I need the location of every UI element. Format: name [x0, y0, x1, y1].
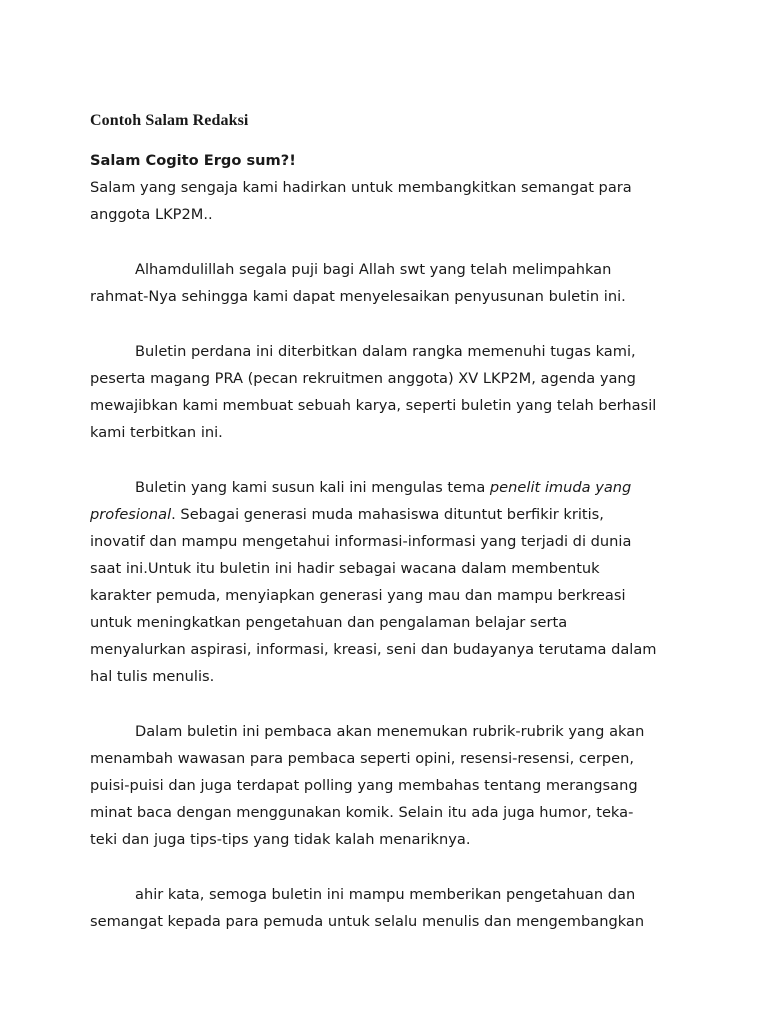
paragraph-1-line: Salam yang sengaja kami hadirkan untuk membangkitkan semangat para	[90, 179, 632, 196]
paragraph-4-text: Buletin yang kami susun kali ini mengulas tema	[135, 479, 490, 496]
paragraph-3-line: Buletin perdana ini diterbitkan dalam rangka memenuhi tugas kami,	[135, 343, 636, 360]
paragraph-5-line: minat baca dengan menggunakan komik. Selain itu ada juga humor, teka-	[90, 804, 634, 821]
paragraph-4-line: saat ini.Untuk itu buletin ini hadir sebagai wacana dalam membentuk	[90, 560, 600, 577]
paragraph-5-line: Dalam buletin ini pembaca akan menemukan rubrik-rubrik yang akan	[135, 723, 645, 740]
paragraph-5-line: menambah wawasan para pembaca seperti opini, resensi-resensi, cerpen,	[90, 750, 634, 767]
paragraph-4-line: untuk meningkatkan pengetahuan dan pengalaman belajar serta	[90, 614, 568, 631]
paragraph-gap	[90, 690, 682, 718]
paragraph-gap	[90, 310, 682, 338]
italic-theme: profesional	[90, 506, 172, 523]
italic-theme: penelit imuda yang	[489, 479, 632, 496]
paragraph-3-line: kami terbitkan ini.	[90, 424, 223, 441]
paragraph-gap	[90, 853, 682, 881]
paragraph-4-line	[90, 501, 682, 528]
paragraph-2-line: rahmat-Nya sehingga kami dapat menyelesaikan penyusunan buletin ini.	[90, 288, 626, 305]
paragraph-6-line: ahir kata, semoga buletin ini mampu memberikan pengetahuan dan	[135, 886, 636, 903]
paragraph-2-line: Alhamdulillah segala puji bagi Allah swt yang telah melimpahkan	[135, 261, 612, 278]
paragraph-4-line	[90, 474, 682, 501]
paragraph-5-line: teki dan juga tips-tips yang tidak kalah menariknya.	[90, 831, 471, 848]
paragraph-4-line: hal tulis menulis.	[90, 668, 215, 685]
paragraph-6-line: semangat kepada para pemuda untuk selalu menulis dan mengembangkan	[90, 913, 645, 930]
paragraph-3-line: mewajibkan kami membuat sebuah karya, seperti buletin yang telah berhasil	[90, 397, 657, 414]
paragraph-4-text: . Sebagai generasi muda mahasiswa dituntut berfikir kritis,	[171, 506, 604, 523]
paragraph-4-line: karakter pemuda, menyiapkan generasi yang mau dan mampu berkreasi	[90, 587, 626, 604]
paragraph-gap	[90, 446, 682, 474]
greeting: Salam Cogito Ergo sum?!	[90, 152, 296, 169]
document-heading: Contoh Salam Redaksi	[90, 112, 249, 129]
paragraph-gap	[90, 228, 682, 256]
paragraph-5-line: puisi-puisi dan juga terdapat polling yang membahas tentang merangsang	[90, 777, 638, 794]
document-body	[90, 147, 682, 935]
paragraph-3-line: peserta magang PRA (pecan rekruitmen anggota) XV LKP2M, agenda yang	[90, 370, 636, 387]
paragraph-4-line: inovatif dan mampu mengetahui informasi-informasi yang terjadi di dunia	[90, 533, 632, 550]
paragraph-4-line: menyalurkan aspirasi, informasi, kreasi, seni dan budayanya terutama dalam	[90, 641, 657, 658]
paragraph-1-line: anggota LKP2M..	[90, 206, 213, 223]
